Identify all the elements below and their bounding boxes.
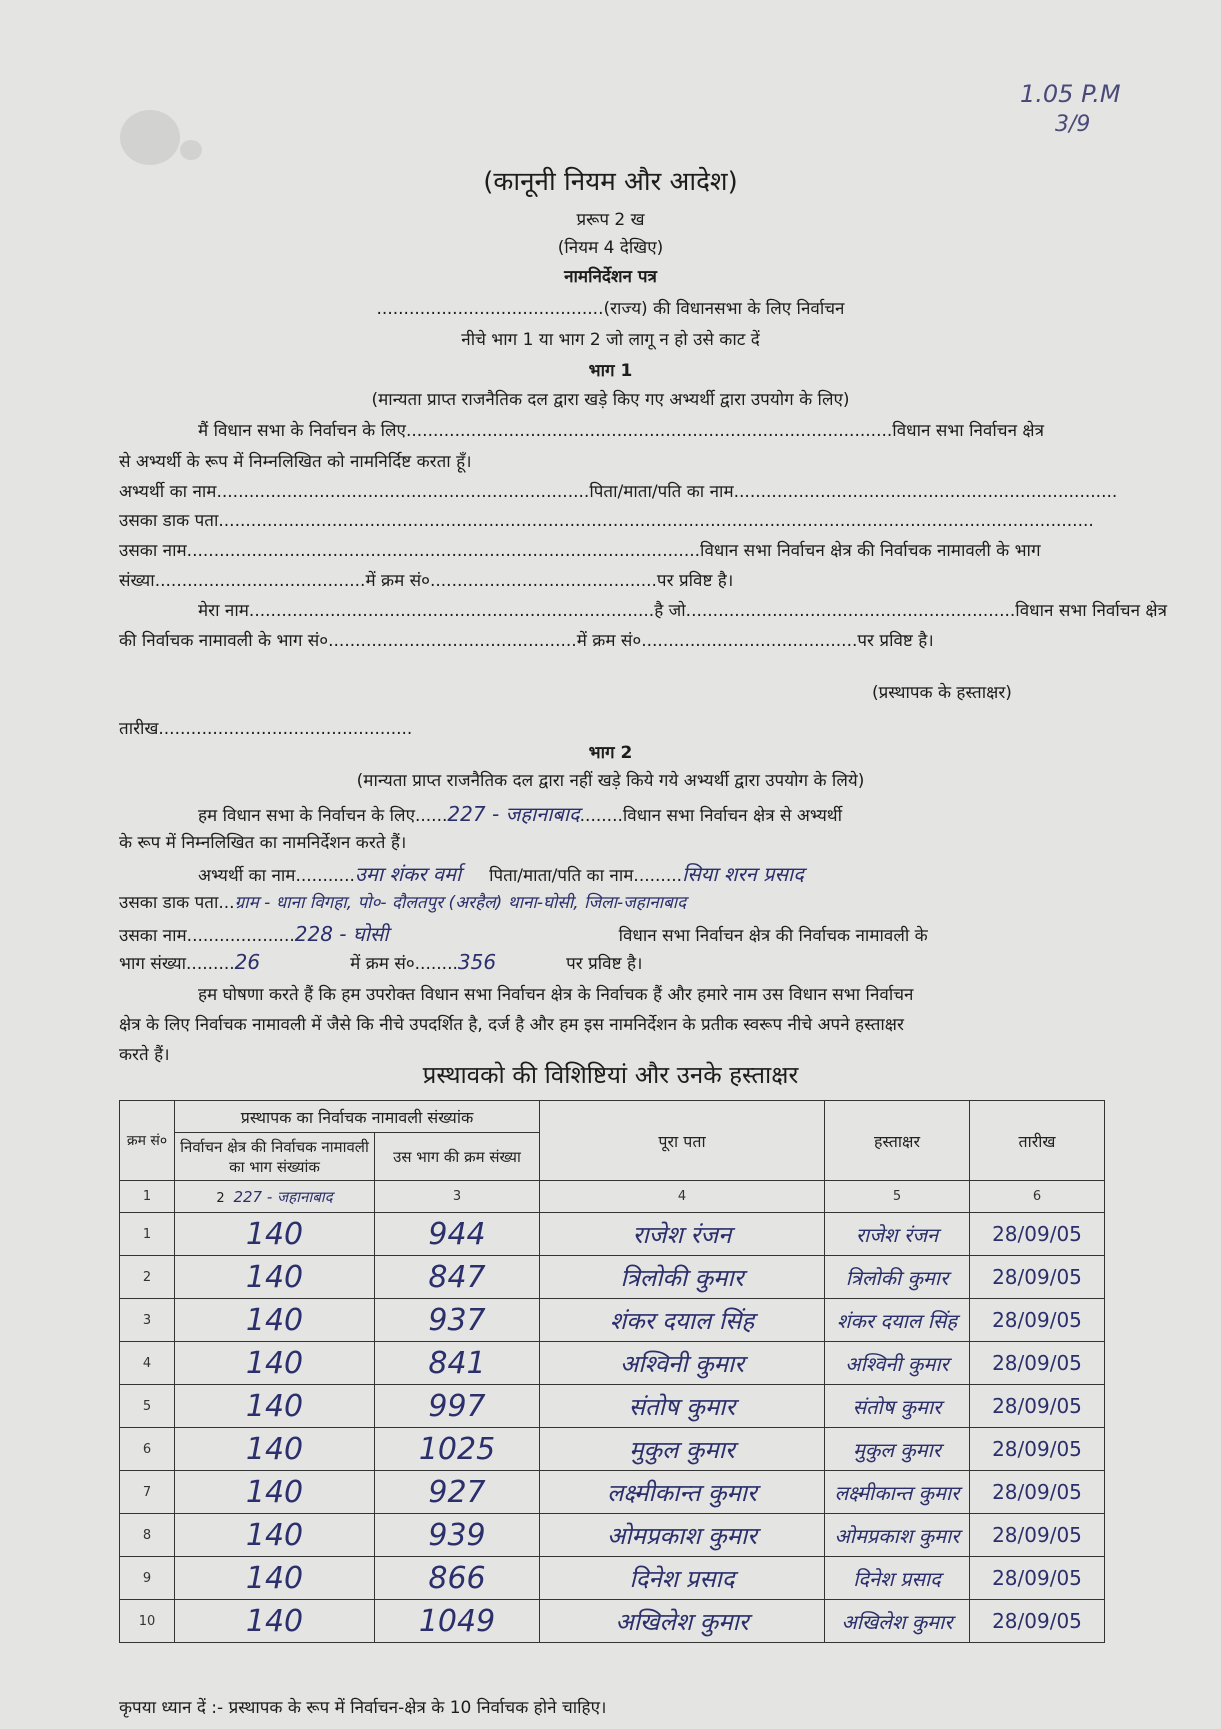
declaration-line: करते हैं।: [119, 1045, 170, 1065]
proposers-table: [119, 1100, 1105, 1643]
time-note: 1.05 P.M: [1020, 80, 1121, 108]
handwritten-address: ग्राम - धाना विगहा, पो०- दौलतपुर (अरहैल) थाना-घोसी, जिला-जहानाबाद: [234, 893, 687, 913]
static-text: उसका डाक पता...: [119, 893, 235, 913]
table-row: [120, 1600, 1105, 1643]
table-row: [120, 1428, 1105, 1471]
part1-line: मेरा नाम...........................................................................है जो.............................................................विधान सभा निर्वाचन क्षेत्र: [198, 601, 1167, 621]
row-signature: अश्विनी कुमार: [825, 1342, 970, 1385]
row-sno: 3: [120, 1299, 175, 1342]
header-serial-number: उस भाग की क्रम संख्या: [375, 1133, 540, 1181]
part2-line-constituency: [198, 800, 842, 827]
row-part-number: 140: [175, 1600, 375, 1643]
row-signature: त्रिलोकी कुमार: [825, 1256, 970, 1299]
row-sno: 4: [120, 1342, 175, 1385]
row-address: संतोष कुमार: [540, 1385, 825, 1428]
row-part-number: 140: [175, 1557, 375, 1600]
paper-stain: [120, 110, 180, 165]
proposer-rows: [120, 1213, 1105, 1643]
table-row: [120, 1299, 1105, 1342]
row-serial-number: 937: [375, 1299, 540, 1342]
column-number: 6: [970, 1181, 1105, 1213]
header-signature: हस्ताक्षर: [825, 1101, 970, 1181]
table-row: [120, 1385, 1105, 1428]
static-text: भाग संख्या.........: [119, 954, 235, 974]
table-row: [120, 1514, 1105, 1557]
election-line: ..........................................(राज्य) की विधानसभा के लिए निर्वाचन: [376, 299, 845, 319]
rule-reference: (नियम 4 देखिए): [557, 238, 664, 258]
header-date: तारीख: [970, 1101, 1105, 1181]
row-date: 28/09/05: [970, 1385, 1105, 1428]
row-date: 28/09/05: [970, 1557, 1105, 1600]
row-date: 28/09/05: [970, 1213, 1105, 1256]
part1-line: उसका डाक पता..................................................................................................................................................................: [119, 511, 1094, 531]
static-text: विधान सभा निर्वाचन क्षेत्र की निर्वाचक नामावली के: [618, 926, 928, 946]
row-signature: राजेश रंजन: [825, 1213, 970, 1256]
row-signature: शंकर दयाल सिंह: [825, 1299, 970, 1342]
row-part-number: 140: [175, 1256, 375, 1299]
table-row: [120, 1256, 1105, 1299]
handwritten-candidate-name: उमा शंकर वर्मा: [354, 862, 462, 886]
row-serial-number: 866: [375, 1557, 540, 1600]
part1-line: अभ्यर्थी का नाम.....................................................................पिता/माता/पति का नाम.......................................................................: [119, 482, 1118, 502]
row-sno: 8: [120, 1514, 175, 1557]
proposer-signature-label: (प्रस्थापक के हस्ताक्षर): [872, 683, 1012, 703]
table-row: [120, 1471, 1105, 1514]
part1-heading: भाग 1: [588, 361, 633, 381]
handwritten-part-number: 26: [234, 950, 261, 974]
row-address: राजेश रंजन: [540, 1213, 825, 1256]
row-address: मुकुल कुमार: [540, 1428, 825, 1471]
row-part-number: 140: [175, 1213, 375, 1256]
table-row: [120, 1557, 1105, 1600]
row-date: 28/09/05: [970, 1256, 1105, 1299]
form-number: प्ररूप 2 ख: [576, 210, 645, 230]
row-date: 28/09/05: [970, 1514, 1105, 1557]
row-address: त्रिलोकी कुमार: [540, 1256, 825, 1299]
row-signature: दिनेश प्रसाद: [825, 1557, 970, 1600]
part1-line: से अभ्यर्थी के रूप में निम्नलिखित को नामनिर्दिष्ट करता हूँ।: [119, 452, 472, 472]
row-signature: मुकुल कुमार: [825, 1428, 970, 1471]
part1-line: मैं विधान सभा के निर्वाचन के लिए..........................................................................................विधान सभा निर्वाचन क्षेत्र: [198, 421, 1044, 441]
row-address: दिनेश प्रसाद: [540, 1557, 825, 1600]
part2-line-address: [119, 890, 686, 913]
handwritten-note: 227 - जहानाबाद: [233, 1187, 333, 1206]
part2-subheading: (मान्यता प्राप्त राजनैतिक दल द्वारा नहीं खड़े किये गये अभ्यर्थी द्वारा उपयोग के लिये): [356, 771, 865, 791]
row-part-number: 140: [175, 1471, 375, 1514]
part2-line: के रूप में निम्नलिखित का नामनिर्देशन करते हैं।: [119, 833, 407, 853]
part1-subheading: (मान्यता प्राप्त राजनैतिक दल द्वारा खड़े किए गए अभ्यर्थी द्वारा उपयोग के लिए): [371, 390, 850, 410]
static-text: पिता/माता/पति का नाम.........: [489, 866, 683, 886]
table-title: प्रस्थावको की विशिष्टियां और उनके हस्ताक्षर: [422, 1061, 799, 1089]
initial-note: 3/9: [1055, 112, 1091, 137]
row-sno: 10: [120, 1600, 175, 1643]
handwritten-serial-number: 356: [457, 950, 497, 974]
row-date: 28/09/05: [970, 1471, 1105, 1514]
row-signature: लक्ष्मीकान्त कुमार: [825, 1471, 970, 1514]
table-row: [120, 1213, 1105, 1256]
row-address: लक्ष्मीकान्त कुमार: [540, 1471, 825, 1514]
static-text: ........विधान सभा निर्वाचन क्षेत्र से अभ्यर्थी: [579, 806, 843, 826]
header-part-number: निर्वाचन क्षेत्र की निर्वाचक नामावली का भाग संख्यांक: [175, 1133, 375, 1181]
strike-instruction: नीचे भाग 1 या भाग 2 जो लागू न हो उसे काट दें: [461, 330, 760, 350]
part1-line: उसका नाम...............................................................................................विधान सभा निर्वाचन क्षेत्र की निर्वाचक नामावली के भाग: [119, 541, 1041, 561]
row-serial-number: 927: [375, 1471, 540, 1514]
row-sno: 1: [120, 1213, 175, 1256]
static-text: अभ्यर्थी का नाम...........: [198, 866, 355, 886]
footer-note: कृपया ध्यान दें :- प्रस्थापक के रूप में निर्वाचन-क्षेत्र के 10 निर्वाचक होने चाहिए।: [119, 1698, 607, 1718]
row-signature: संतोष कुमार: [825, 1385, 970, 1428]
column-number-row: [120, 1181, 1105, 1213]
part2-heading: भाग 2: [588, 743, 633, 763]
row-sno: 2: [120, 1256, 175, 1299]
row-part-number: 140: [175, 1299, 375, 1342]
part1-line: की निर्वाचक नामावली के भाग सं०..............................................में क्रम सं०........................................पर प्रविष्ट है।: [119, 631, 934, 651]
column-number: 1: [120, 1181, 175, 1213]
row-sno: 7: [120, 1471, 175, 1514]
document-name: नामनिर्देशन पत्र: [564, 267, 657, 287]
static-text: हम विधान सभा के निर्वाचन के लिए......: [198, 806, 448, 826]
row-address: अखिलेश कुमार: [540, 1600, 825, 1643]
date-label: तारीख...............................................: [119, 719, 413, 739]
handwritten-constituency: 227 - जहानाबाद: [447, 802, 580, 826]
row-part-number: 140: [175, 1385, 375, 1428]
column-number: 4: [540, 1181, 825, 1213]
row-address: शंकर दयाल सिंह: [540, 1299, 825, 1342]
handwritten-father-name: सिया शरन प्रसाद: [682, 862, 804, 886]
row-date: 28/09/05: [970, 1600, 1105, 1643]
row-address: अश्विनी कुमार: [540, 1342, 825, 1385]
row-address: ओमप्रकाश कुमार: [540, 1514, 825, 1557]
row-serial-number: 1025: [375, 1428, 540, 1471]
static-text: पर प्रविष्ट है।: [566, 954, 643, 974]
row-date: 28/09/05: [970, 1428, 1105, 1471]
row-serial-number: 939: [375, 1514, 540, 1557]
row-part-number: 140: [175, 1428, 375, 1471]
row-date: 28/09/05: [970, 1299, 1105, 1342]
row-sno: 9: [120, 1557, 175, 1600]
header-address: पूरा पता: [540, 1101, 825, 1181]
paper-stain: [180, 140, 202, 160]
column-number: 5: [825, 1181, 970, 1213]
row-part-number: 140: [175, 1342, 375, 1385]
part2-line-candidate: [198, 860, 804, 887]
column-number-label: 2: [216, 1190, 225, 1206]
column-number: [175, 1181, 375, 1213]
row-part-number: 140: [175, 1514, 375, 1557]
row-serial-number: 847: [375, 1256, 540, 1299]
part2-line-part: [119, 950, 642, 974]
row-serial-number: 1049: [375, 1600, 540, 1643]
table-header-row: [120, 1101, 1105, 1133]
static-text: में क्रम सं०........: [350, 954, 458, 974]
row-sno: 5: [120, 1385, 175, 1428]
row-signature: अखिलेश कुमार: [825, 1600, 970, 1643]
header-sno: क्रम सं०: [120, 1101, 175, 1181]
row-serial-number: 997: [375, 1385, 540, 1428]
row-serial-number: 944: [375, 1213, 540, 1256]
part2-line-roll: [119, 920, 928, 947]
column-number: 3: [375, 1181, 540, 1213]
declaration-line: क्षेत्र के लिए निर्वाचक नामावली में जैसे कि नीचे उपदर्शित है, दर्ज है और हम इस नामनिर्देशन के प्रतीक स्वरूप नीचे अपने हस्ताक्षर: [119, 1015, 904, 1035]
row-date: 28/09/05: [970, 1342, 1105, 1385]
handwritten-roll-constituency: 228 - घोसी: [294, 922, 389, 946]
declaration-line: हम घोषणा करते हैं कि हम उपरोक्त विधान सभा निर्वाचन क्षेत्र के निर्वाचक हैं और हमारे नाम उस विधान सभा निर्वाचन: [198, 985, 914, 1005]
row-serial-number: 841: [375, 1342, 540, 1385]
static-text: उसका नाम....................: [119, 926, 295, 946]
header-roll-group: प्रस्थापक का निर्वाचक नामावली संख्यांक: [175, 1101, 540, 1133]
part1-line: संख्या.......................................में क्रम सं०..........................................पर प्रविष्ट है।: [119, 571, 734, 591]
row-sno: 6: [120, 1428, 175, 1471]
table-row: [120, 1342, 1105, 1385]
form-title: (कानूनी नियम और आदेश): [483, 167, 738, 197]
row-signature: ओमप्रकाश कुमार: [825, 1514, 970, 1557]
